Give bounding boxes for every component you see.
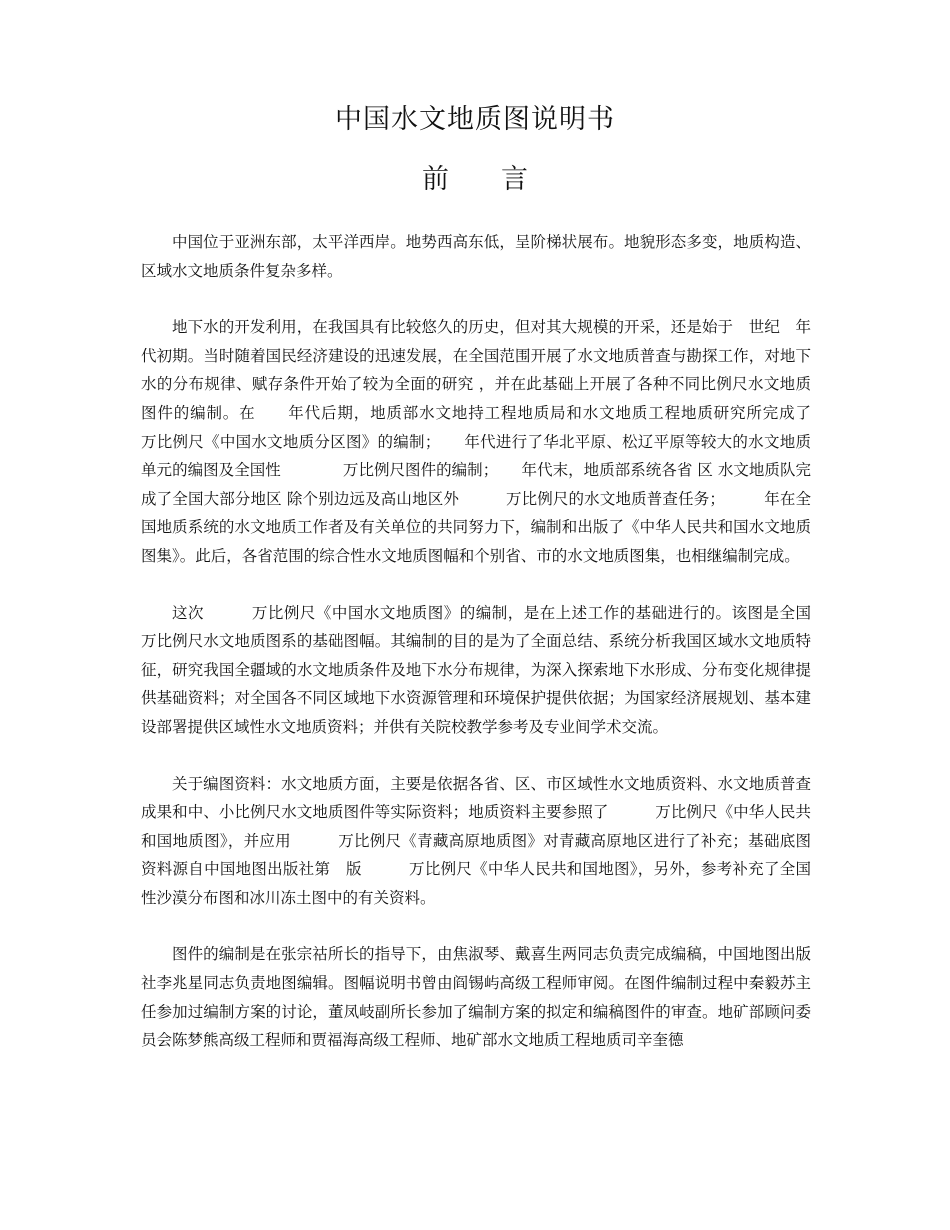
section-heading-char-2: 言	[501, 164, 528, 195]
section-heading	[0, 164, 950, 196]
document-title: 中国水文地质图说明书	[335, 104, 615, 135]
document-body	[141, 228, 874, 1083]
paragraph-3: 这次 万比例尺《中国水文地质图》的编制，是在上述工作的基础进行的。该图是全国 万比例尺水文地质图系的基础图幅。其编制的目的是为了全面总结、系统分析我国区域水文地质特征，研究我国全疆域的水文地质条件及地下水分布规律，为深入探索地下水形成、分布变化规律提供基础资料；对全国各不同区域地下水资源管理和环境保护提供依据；为国家经济展规划、基本建设部署提供区域性水文地质资料；并供有关院校教学参考及专业间学术交流。	[141, 603, 858, 736]
paragraph-1: 中国位于亚洲东部，太平洋西岸。地势西高东低，呈阶梯状展布。地貌形态多变，地质构造、区域水文地质条件复杂多样。	[141, 233, 811, 280]
paragraph-5: 图件的编制是在张宗祜所长的指导下，由焦淑琴、戴喜生两同志负责完成编稿，中国地图出版社李兆星同志负责地图编辑。图幅说明书曾由阎锡屿高级工程师审阅。在图件编制过程中秦毅苏主任参加过编制方案的讨论，董凤岐副所长参加了编制方案的拟定和编稿图件的审查。地矿部顾问委员会陈梦熊高级工程师和贾福海高级工程师、地矿部水文地质工程地质司辛奎德	[141, 945, 811, 1050]
section-heading-char-1: 前	[422, 164, 449, 195]
paragraph-4: 关于编图资料：水文地质方面，主要是依据各省、区、市区域性水文地质资料、水文地质普查成果和中、小比例尺水文地质图件等实际资料；地质资料主要参照了 万比例尺《中华人民共和国地质图》，并应用 万比例尺《青藏高原地质图》对青藏高原地区进行了补充；基础底图资料源自中国地图出版社第 版 万比例尺《中华人民共和国地图》，另外，参考补充了全国性沙漠分布图和冰川冻土图中的有关资料。	[141, 774, 811, 907]
paragraph-2: 地下水的开发利用，在我国具有比较悠久的历史，但对其大规模的开采，还是始于 世纪 年代初期。当时随着国民经济建设的迅速发展，在全国范围开展了水文地质普查与勘探工作，对地下水的分布规律、赋存条件开始了较为全面的研究 ，并在此基础上开展了各种不同比例尺水文地质图件的编制。在 年代后期，地质部水文地持工程地质局和水文地质工程地质研究所完成了 万比例尺《中国水文地质分区图》的编制； 年代进行了华北平原、松辽平原等较大的水文地质单元的编图及全国性 万比例尺图件的编制； 年代末，地质部系统各省 区 水文地质队完成了全国大部分地区 除个别边远及高山地区外 万比例尺的水文地质普查任务； 年在全国地质系统的水文地质工作者及有关单位的共同努力下，编制和出版了《中华人民共和国水文地质图集》。此后，各省范围的综合性水文地质图幅和个别省、市的水文地质图集，也相继编制完成。	[141, 318, 874, 565]
